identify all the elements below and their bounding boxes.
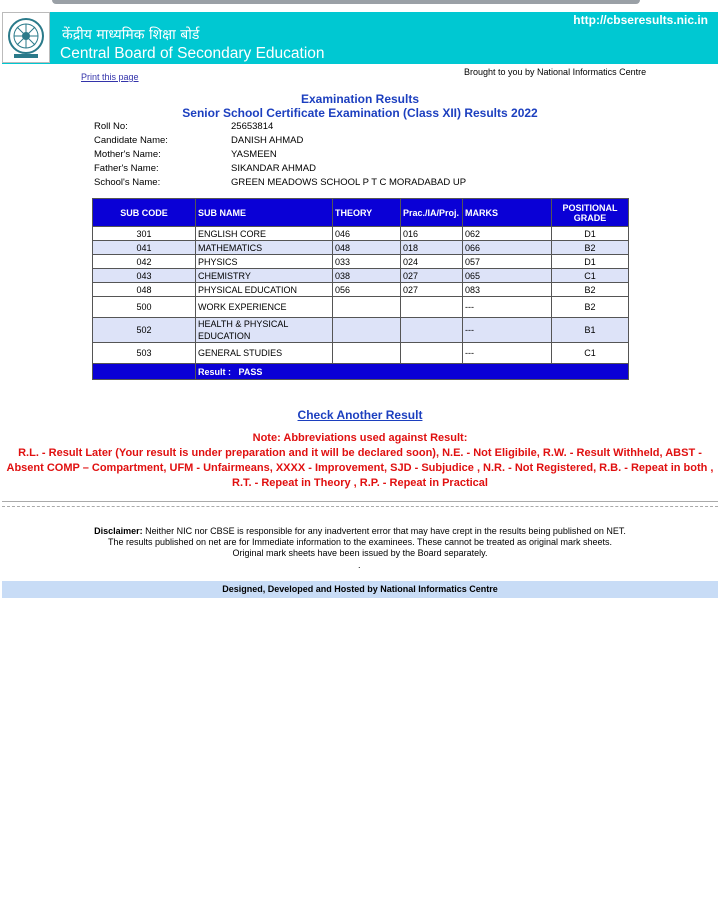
sub-name-cell: ENGLISH CORE [196,227,333,241]
marks-cell: 057 [463,255,552,269]
result-cell [196,364,629,380]
marks-cell: 066 [463,241,552,255]
header-theory: THEORY [333,199,401,227]
table-row [93,297,629,318]
practical-cell: 027 [401,283,463,297]
grade-cell: C1 [552,269,629,283]
result-row [93,364,629,380]
header-grade: POSITIONAL GRADE [552,199,629,227]
marks-cell: 065 [463,269,552,283]
sub-name-cell: PHYSICS [196,255,333,269]
sub-code-cell: 048 [93,283,196,297]
candidate-name-label: Candidate Name: [94,135,168,146]
table-row [93,227,629,241]
separator-dot: . [358,560,361,570]
sub-code-cell: 301 [93,227,196,241]
school-name-value: GREEN MEADOWS SCHOOL P T C MORADABAD UP [231,177,467,188]
marks-cell: 062 [463,227,552,241]
cbse-emblem-icon [2,12,50,63]
practical-cell [401,343,463,364]
theory-cell: 048 [333,241,401,255]
disclaimer-text: Neither NIC nor CBSE is responsible for any inadvertent error that may have crept in the results being published on NET. The results published on net are for Immediate information to the examinees. These cannot be treated as original mark sheets. Original mark sheets have been issued by the Board separately. [107,526,626,558]
theory-cell [333,297,401,318]
grade-cell: D1 [552,227,629,241]
table-row [93,255,629,269]
sub-name-cell: CHEMISTRY [196,269,333,283]
table-row [93,269,629,283]
grade-cell: B2 [552,297,629,318]
sub-code-cell: 500 [93,297,196,318]
theory-cell: 056 [333,283,401,297]
sub-name-cell: PHYSICAL EDUCATION [196,283,333,297]
sub-code-cell: 503 [93,343,196,364]
site-url[interactable]: http://cbseresults.nic.in [573,13,708,27]
grade-cell: B2 [552,283,629,297]
theory-cell [333,343,401,364]
mother-name-value: YASMEEN [231,149,277,160]
brought-by-text: Brought to you by National Informatics Centre [464,67,647,77]
mother-name-label: Mother's Name: [94,149,161,160]
sub-name-cell: WORK EXPERIENCE [196,297,333,318]
marks-table [92,198,629,380]
candidate-name-value: DANISH AHMAD [231,135,304,146]
grade-cell: B1 [552,318,629,343]
sub-code-cell: 502 [93,318,196,343]
theory-cell: 046 [333,227,401,241]
grade-cell: C1 [552,343,629,364]
sub-code-cell: 041 [93,241,196,255]
grade-cell: B2 [552,241,629,255]
header-practical: Prac./IA/Proj. [401,199,463,227]
hindi-title: केंद्रीय माध्यमिक शिक्षा बोर्ड [62,27,200,43]
note-body: R.L. - Result Later (Your result is under preparation and it will be declared soon), N.E. - Not Eligibile, R.W. - Result Withheld, ABST - Absent COMP – Compartment, UFM - Unfairmeans, XXXX - Improvement, SJD - Subjudice , N.R. - Not Registered, R.B. - Repeat in both , R.T. - Repeat in Theory , R.P. - Repeat in Practical [6,447,714,489]
table-row [93,343,629,364]
father-name-label: Father's Name: [94,163,159,174]
footer-bar: Designed, Developed and Hosted by National Informatics Centre [2,581,718,598]
disclaimer [92,526,628,559]
sub-name-cell: MATHEMATICS [196,241,333,255]
disclaimer-label: Disclaimer: [94,526,143,536]
note-title: Note: Abbreviations used against Result: [252,432,468,444]
practical-cell [401,318,463,343]
english-title: Central Board of Secondary Education [60,45,325,62]
practical-cell: 018 [401,241,463,255]
sub-name-cell: HEALTH & PHYSICAL EDUCATION [196,318,333,343]
result-empty-cell [93,364,196,380]
practical-cell: 027 [401,269,463,283]
table-row [93,283,629,297]
marks-cell: 083 [463,283,552,297]
roll-no-value: 25653814 [231,121,274,132]
sub-code-cell: 043 [93,269,196,283]
header-sub-name: SUB NAME [196,199,333,227]
theory-cell [333,318,401,343]
exam-name-title: Senior School Certificate Examination (Class XII) Results 2022 [182,106,538,120]
table-row [93,318,629,343]
result-label: Result : [198,366,232,377]
practical-cell [401,297,463,318]
divider-dashed [2,506,718,507]
check-another-result-link[interactable]: Check Another Result [297,408,423,422]
table-row [93,241,629,255]
exam-results-title: Examination Results [300,92,420,106]
marks-cell: --- [463,297,552,318]
table-header-row [93,199,629,227]
roll-no-label: Roll No: [94,121,128,132]
practical-cell: 016 [401,227,463,241]
theory-cell: 038 [333,269,401,283]
marks-cell: --- [463,343,552,364]
result-value: PASS [238,366,263,377]
sub-code-cell: 042 [93,255,196,269]
theory-cell: 033 [333,255,401,269]
sub-name-cell: GENERAL STUDIES [196,343,333,364]
marks-cell: --- [463,318,552,343]
father-name-value: SIKANDAR AHMAD [231,163,316,174]
print-page-link[interactable]: Print this page [81,72,139,82]
practical-cell: 024 [401,255,463,269]
header-sub-code: SUB CODE [93,199,196,227]
grade-cell: D1 [552,255,629,269]
divider [2,501,718,502]
browser-top-bar [52,0,640,4]
header-marks: MARKS [463,199,552,227]
school-name-label: School's Name: [94,177,161,188]
